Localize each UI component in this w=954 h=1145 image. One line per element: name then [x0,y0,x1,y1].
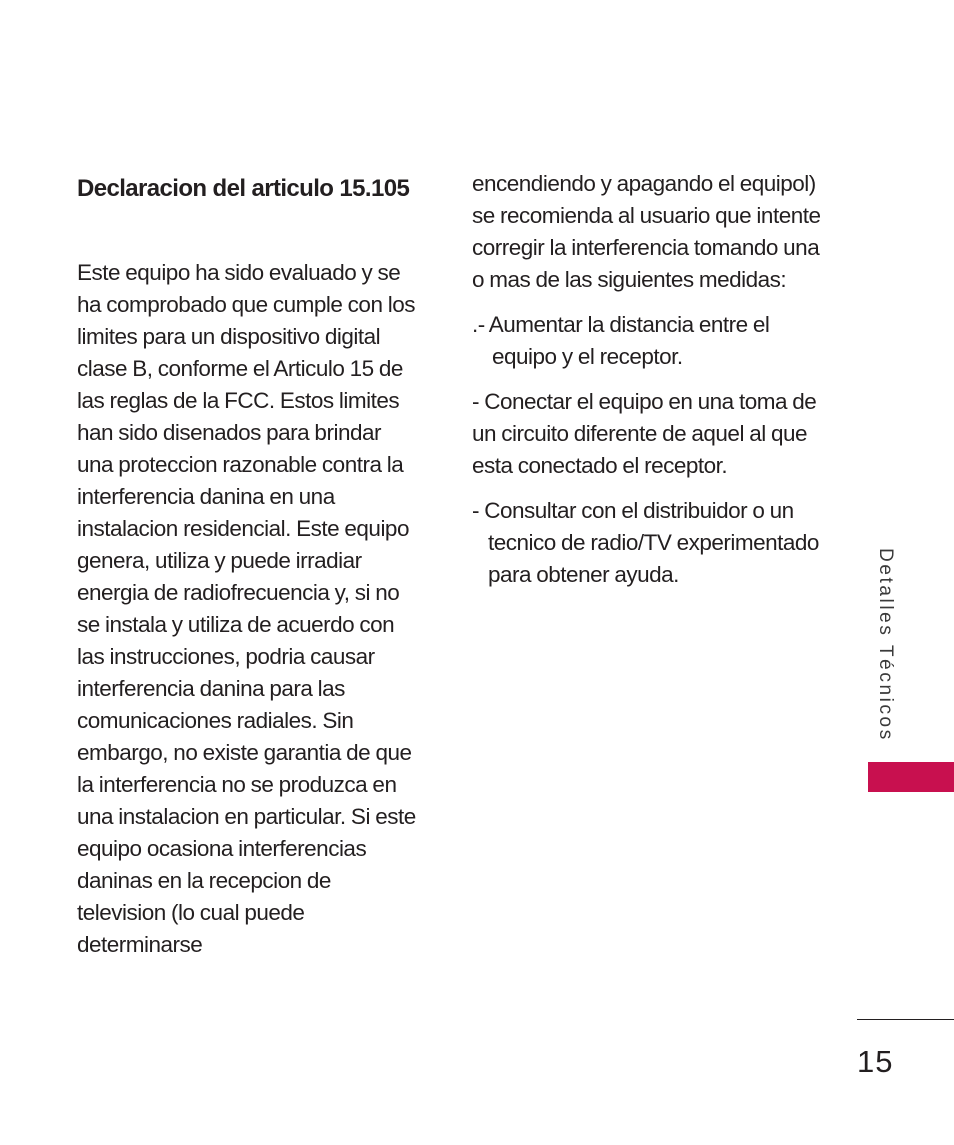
measure-item-3: - Consultar con el distribuidor o un tecnico de radio/TV experimentado para obtener ayuda. [472,498,819,587]
left-column [77,257,422,961]
section-tab-label: Detalles Técnicos [875,548,896,742]
measure-item-2: - Conectar el equipo en una toma de un circuito diferente de aquel al que esta conectado el receptor. [472,389,817,478]
body-paragraph-continued: encendiendo y apagando el equipol) se recomienda al usuario que intente corregir la interferencia tomando una o mas de las siguientes medidas: [472,171,821,292]
section-heading: Declaracion del articulo 15.105 [77,175,410,202]
right-column [472,168,822,591]
section-tab-marker [868,762,954,792]
page-number: 15 [857,1044,894,1079]
measure-item-1: .- Aumentar la distancia entre el equipo y el receptor. [472,312,770,369]
footer-divider [857,1019,954,1020]
body-paragraph: Este equipo ha sido evaluado y se ha comprobado que cumple con los limites para un dispositivo digital clase B, conforme el Articulo 15 de las reglas de la FCC. Estos limites han sido disenados para brindar una proteccion razonable contra la interferencia danina en una instalacion residencial. Este equipo genera, utiliza y puede irradiar energia de radiofrecuencia y, si no se instala y utiliza de acuerdo con las instrucciones, podria causar interferencia danina para las comunicaciones radiales. Sin embargo, no existe garantia de que la interferencia no se produzca en una instalacion en particular. Si este equipo ocasiona interferencias daninas en la recepcion de television (lo cual puede determinarse [77,260,416,957]
